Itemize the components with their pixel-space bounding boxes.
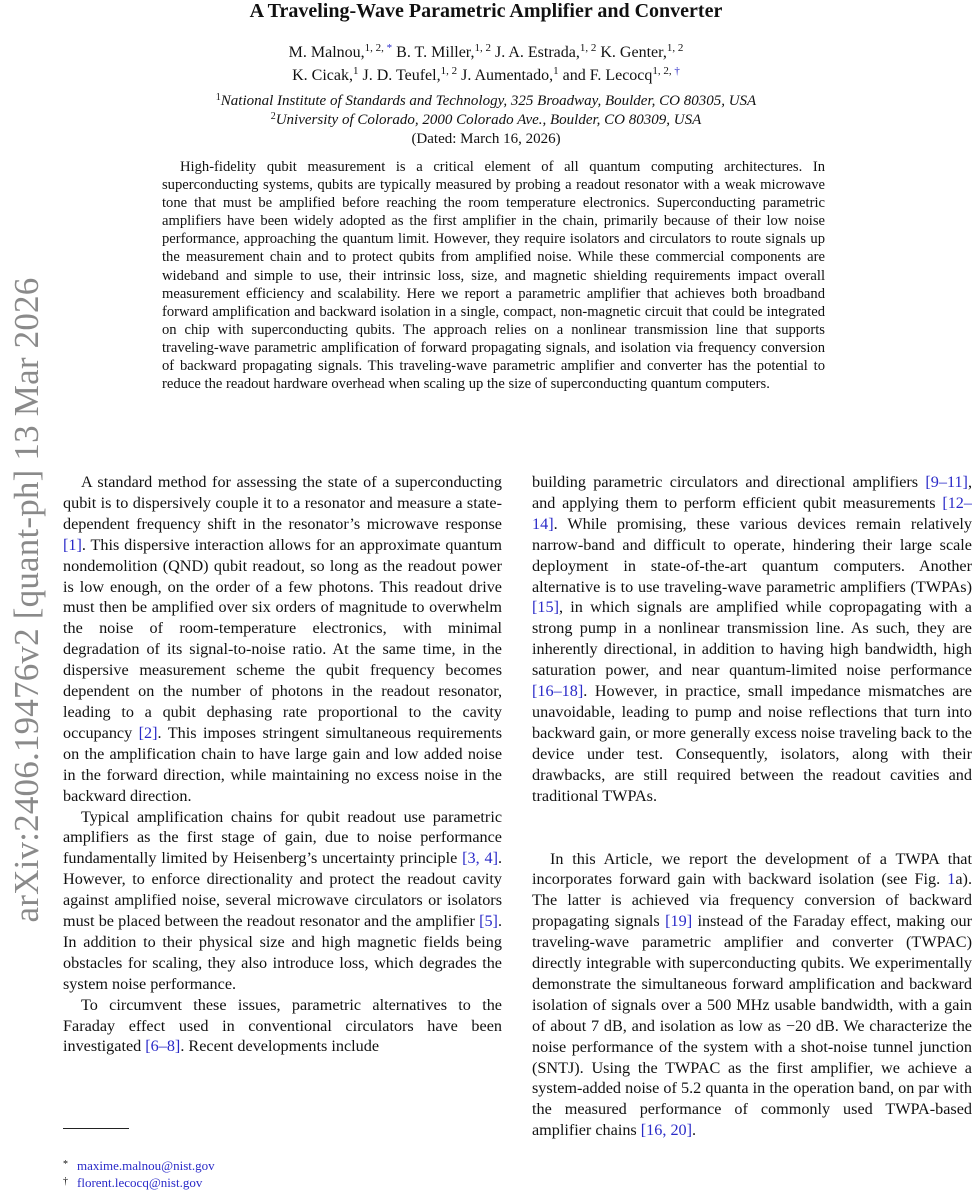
left-column <box>63 472 502 1057</box>
citation-link[interactable]: [1] <box>63 535 82 554</box>
citation-link[interactable]: [6–8] <box>145 1037 181 1056</box>
section-gap <box>532 807 972 849</box>
abstract-text: High-fidelity qubit measurement is a critical element of all quantum computing architectures. In superconducting systems, qubits are typically measured by probing a readout resonator with a weak microwave tone that must be amplified before reaching the room temperature electronics. Superconducting parametric amplifiers have been widely adopted as the first amplifier in the chain, primarily because of their low noise performance, approaching the quantum limit. However, they require isolators and circulators to route signals up the measurement chain and to protect qubits from amplified noise. While these commercial components are wideband and simple to use, their intrinsic loss, size, and magnetic shielding requirements impact overall measurement efficiency and scalability. Here we report a parametric amplifier that achieves both broadband forward amplification and backward isolation in a single, compact, non-magnetic circuit that could be integrated on chip with superconducting qubits. The approach relies on a nonlinear transmission line that supports traveling-wave parametric amplification of forward propagating signals, and isolation via frequency conversion of backward propagating signals. This traveling-wave parametric amplifier and converter has the potential to reduce the readout hardware overhead when scaling up the size of superconducting quantum computers. <box>162 159 825 393</box>
citation-link[interactable]: [16, 20] <box>640 1121 693 1140</box>
arxiv-stamp <box>2 250 52 950</box>
abstract <box>162 158 825 393</box>
author-line-1 <box>0 41 972 64</box>
email-link[interactable]: florent.lecocq@nist.gov <box>77 1175 203 1190</box>
author-list <box>0 41 972 87</box>
paragraph: building parametric circulators and directional amplifiers [9–11], and applying them to perform efficient qubit measurements [12–14]. While promising, these various devices remain relatively narrow-band and difficult to operate, hindering their large scale deployment in state-of-the-art quantum computers. Another alternative is to use traveling-wave parametric amplifiers (TWPAs) [15], in which signals are amplified while copropagating with a strong pump in a nonlinear transmission line. As such, they are inherently directional, in addition to having high bandwidth, high saturation power, and near quantum-limited noise performance [16–18]. However, in practice, small impedance mismatches are unavoidable, leading to pump and noise reflections that turn into backward gain, or more generally excess noise traveling back to the device under test. Consequently, isolators, along with their drawbacks, are still required between the readout cavities and traditional TWPAs. <box>532 473 972 805</box>
footnote-mark-link[interactable]: * <box>386 42 393 54</box>
author: J. D. Teufel,$^{1, 2}$ <box>362 65 458 84</box>
affiliations <box>0 92 972 149</box>
author: M. Malnou,$^{1, 2, *}$ <box>288 42 393 61</box>
citation-link[interactable]: [5] <box>479 912 498 931</box>
citation-link[interactable]: [12–14] <box>532 493 972 533</box>
date-line: (Dated: March 16, 2026) <box>411 131 561 147</box>
author: B. T. Miller,$^{1, 2}$ <box>396 42 491 61</box>
paragraph: To circumvent these issues, parametric alternatives to the Faraday effect used in conventional circulators have been investigated [6–8]. Recent developments include <box>63 995 502 1056</box>
affiliation-2: $^2$University of Colorado, 2000 Colorado Ave., Boulder, CO 80309, USA <box>270 111 702 128</box>
figure-link[interactable]: 1 <box>947 870 956 889</box>
footnote-divider <box>63 1128 129 1129</box>
paragraph: A standard method for assessing the state of a superconducting qubit is to dispersively couple it to a resonator and measure a state-dependent frequency shift in the resonator’s microwave response [1]. This dispersive interaction allows for an approximate quantum nondemolition (QND) qubit readout, so long as the readout power is low enough, on the order of a few photons. This readout drive must then be amplified over six orders of magnitude to overwhelm the noise of room-temperature electronics, with minimal degradation of its signal-to-noise ratio. At the same time, in the dispersive measurement scheme the qubit frequency becomes dependent on the number of photons in the readout resonator, leading to a qubit dephasing rate proportional to the cavity occupancy [2]. This imposes stringent simultaneous requirements on the amplification chain to have large gain and low added noise in the forward direction, while maintaining no excess noise in the backward direction. <box>63 473 502 805</box>
author: J. Aumentado,$^1$ <box>461 65 559 84</box>
citation-link[interactable]: [16–18] <box>532 682 584 701</box>
author: K. Genter,$^{1, 2}$ <box>600 42 684 61</box>
citation-link[interactable]: [15] <box>532 598 559 617</box>
author: and F. Lecocq$^{1, 2, \dagger}$ <box>562 65 680 84</box>
footnotes <box>63 1157 215 1191</box>
footnote-mark-link[interactable]: † <box>674 65 680 77</box>
footnote: * maxime.malnou@nist.gov <box>63 1158 215 1173</box>
arxiv-identifier: arXiv:2406.19476v2 [quant-ph] 13 Mar 2026 <box>7 277 46 923</box>
footnote: † florent.lecocq@nist.gov <box>63 1175 203 1190</box>
author: J. A. Estrada,$^{1, 2}$ <box>495 42 597 61</box>
affiliation-1: $^1$National Institute of Standards and Technology, 325 Broadway, Boulder, CO 80305, USA <box>215 92 757 109</box>
paragraph: In this Article, we report the development of a TWPA that incorporates forward gain with backward isolation (see Fig. 1a). The latter is achieved via frequency conversion of backward propagating signals [19] instead of the Faraday effect, making our traveling-wave parametric amplifier and converter (TWPAC) directly integrable with superconducting qubits. We experimentally demonstrate the simultaneous forward amplification and backward isolation of signals over a 500 MHz usable bandwidth, with a gain of about 7 dB, and isolation as low as −20 dB. We characterize the noise performance of the system with a shot-noise tunnel junction (SNTJ). Using the TWPAC as the first amplifier, we achieve a system-added noise of 5.2 quanta in the operation band, on par with the measured performance of commonly used TWPA-based amplifier chains [16, 20]. <box>532 849 972 1140</box>
email-link[interactable]: maxime.malnou@nist.gov <box>77 1158 215 1173</box>
paper-title: A Traveling-Wave Parametric Amplifier and Converter <box>249 0 723 22</box>
citation-link[interactable]: [9–11] <box>925 473 968 491</box>
citation-link[interactable]: [3, 4] <box>462 849 498 868</box>
paragraph: Typical amplification chains for qubit readout use parametric amplifiers as the first stage of gain, due to noise performance fundamentally limited by Heisenberg’s uncertainty principle [3, 4]. However, to enforce directionality and protect the readout cavity against amplified noise, several microwave circulators or isolators must be placed between the readout resonator and the amplifier [5]. In addition to their physical size and high magnetic fields being obstacles for scaling, they also introduce loss, which degrades the system noise performance. <box>63 807 503 993</box>
right-column <box>532 472 972 1141</box>
citation-link[interactable]: [19] <box>665 912 693 931</box>
author: K. Cicak,$^1$ <box>292 65 359 84</box>
citation-link[interactable]: [2] <box>138 723 158 742</box>
author-line-2 <box>0 64 972 87</box>
